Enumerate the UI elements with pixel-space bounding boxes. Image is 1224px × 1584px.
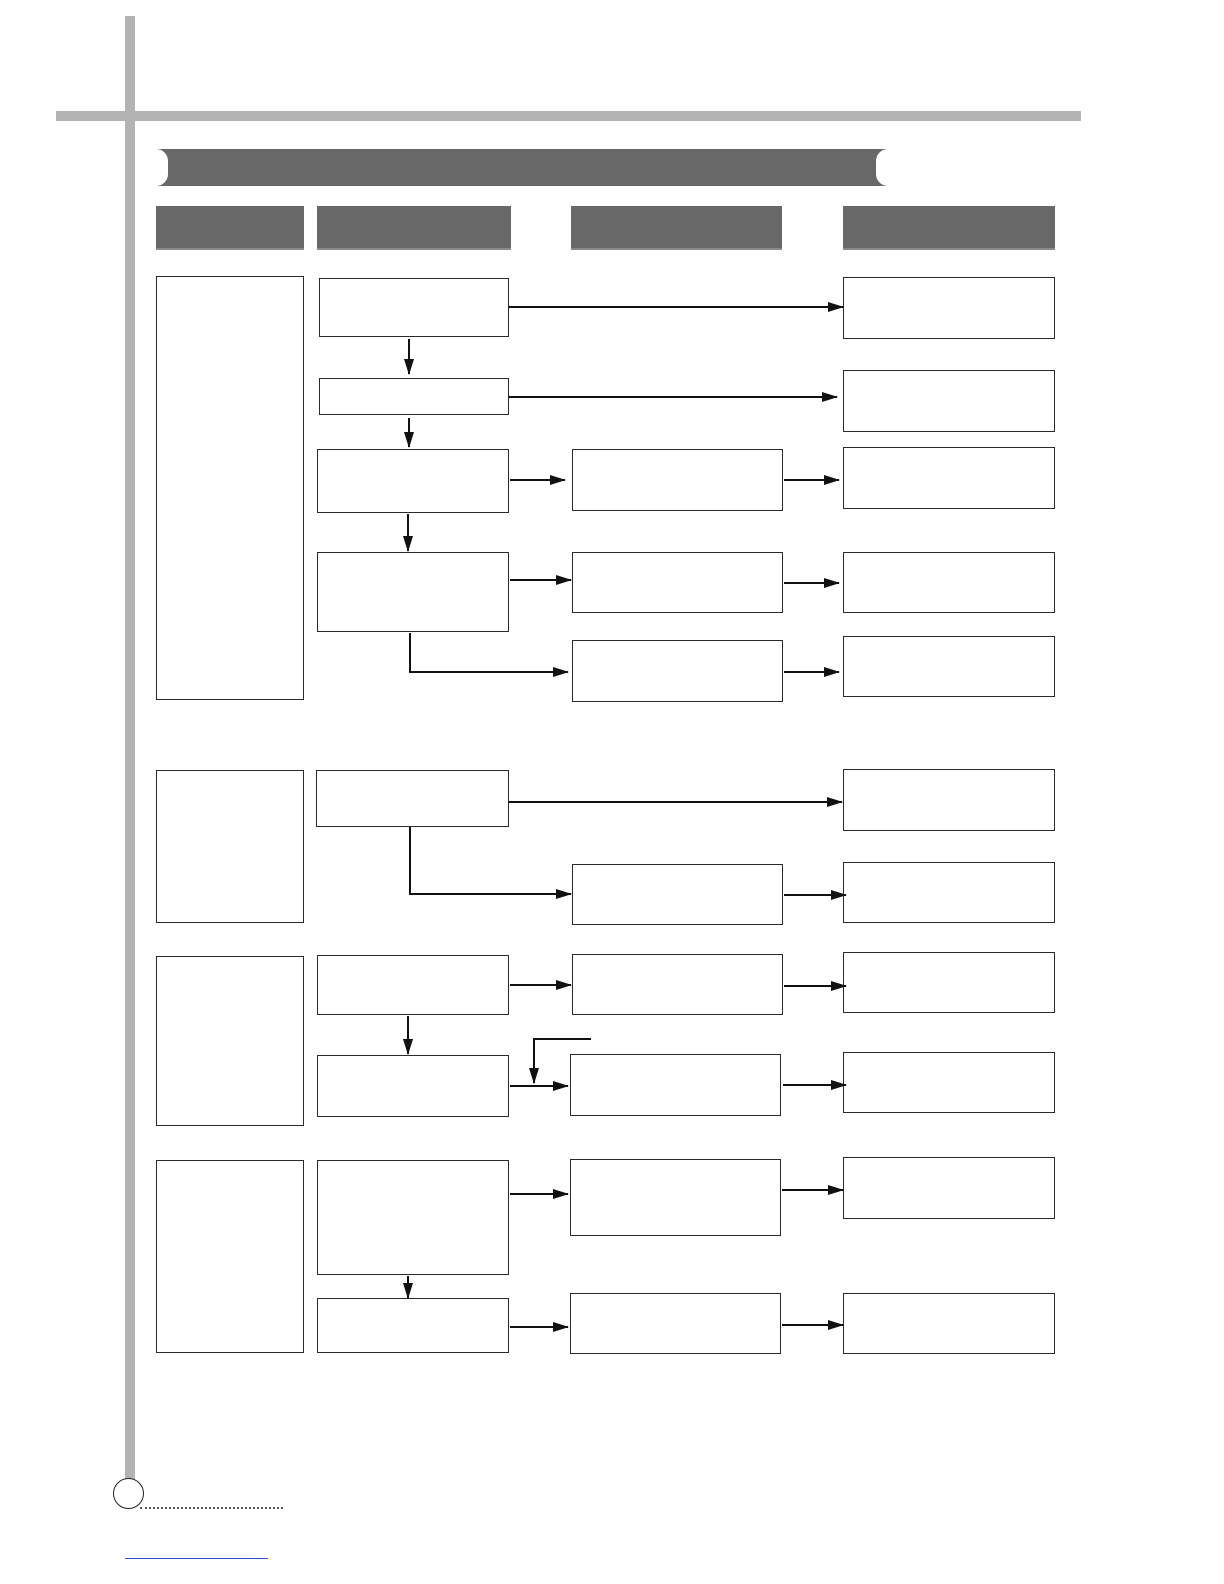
arrow [410,633,568,672]
arrow [410,827,571,894]
arrow [534,1039,591,1083]
footer-link-underline [125,1558,268,1559]
footer-dotted-rule [140,1507,283,1509]
page-number-circle [113,1478,144,1509]
